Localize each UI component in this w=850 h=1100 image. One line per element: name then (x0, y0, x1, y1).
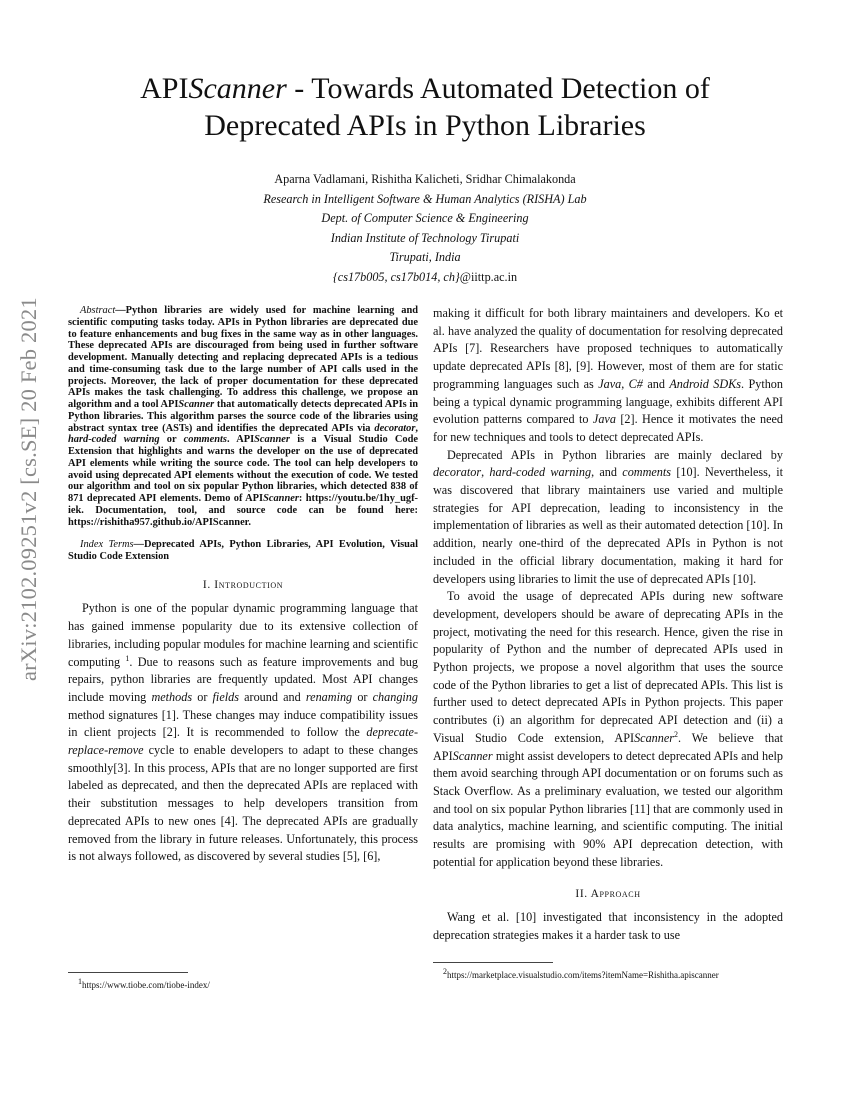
abstract-lead: Abstract (80, 305, 116, 316)
author-block (100, 170, 750, 287)
footnote-link[interactable]: https://www.tiobe.com/tiobe-index/ (82, 980, 210, 990)
emphasis: Java (592, 412, 616, 427)
right-column (433, 305, 783, 945)
body-text: cycle to enable developers to adapt to these changes smoothly[3]. In this process, APIs that are no longer supported are first labeled as deprecated, and then the deprecated APIs are replaced with their substitution messages to help developers transition from deprecated APIs to new ones [4]. The deprecated APIs are gradually removed from the library in future releases. Unfortunately, this process is not always followed, as discovered by several studies [5], [6], (68, 743, 418, 864)
author-lab: Research in Intelligent Software & Human Analytics (RISHA) Lab (263, 191, 587, 206)
abstract-text: . API (226, 434, 255, 446)
title-scanner: Scanner (188, 72, 287, 105)
abstract (68, 305, 418, 528)
author-institute: Indian Institute of Technology Tirupati (330, 230, 520, 245)
arxiv-identifier: arXiv:2102.09251v2 [cs.SE] 20 Feb 2021 (16, 297, 41, 682)
emphasis: hard-coded warning (489, 465, 592, 480)
emphasis: Scanner (634, 730, 674, 745)
author-email (100, 268, 750, 288)
abstract-text: or (159, 434, 184, 446)
body-text: To avoid the usage of deprecated APIs during new software development, developers should be aware of deprecating APIs in the project, motivating the need for this research. Hence, given the rise in popularity of Python and the number of deprecated APIs used in Python projects, we propose a novel algorithm that uses the source code of the Python libraries to get a list of deprecated APIs. This list is further used to detect deprecated APIs in Python projects. This paper contributes (i) an algorithm for deprecated API detection and (ii) a Visual Studio Code extension, API (433, 589, 783, 745)
emphasis: methods (151, 689, 193, 704)
abstract-text: : https://youtu.be/1hy_ugf-iek. Documentation, tool, and source code can be found here: https://rishitha957.github.io/APIScanner. (68, 493, 418, 528)
abstract-text: , (415, 422, 418, 434)
index-terms (68, 539, 418, 563)
emphasis: deprecate-replace-remove (68, 725, 418, 758)
paragraph (433, 588, 783, 871)
abstract-scanner: Scanner (263, 493, 299, 504)
approach-paragraph: Wang et al. [10] investigated that inconsistency in the adopted deprecation strategies makes it a harder task to use (433, 910, 783, 942)
section-heading-introduction: I. Introduction (202, 578, 284, 591)
footnote-number: 2 (443, 967, 447, 976)
left-column (68, 305, 418, 866)
footnote-marker: 1 (125, 653, 130, 663)
emphasis: changing (372, 689, 418, 704)
footnote-marker: 2 (674, 729, 678, 739)
section-heading-approach: II. Approach (575, 887, 641, 900)
footnote-1 (78, 977, 418, 991)
abstract-term: comments (183, 434, 227, 446)
body-text: making it difficult for both library maintainers and developers. Ko et al. have analyzed the quality of documentation for resolving deprecated APIs [7]. Researchers have proposed techniques to automatically update deprecated APIs [8], [9]. However, most of them are for static programming languages such as (433, 306, 783, 391)
body-text: , (621, 376, 629, 391)
title-api: API (140, 72, 189, 105)
body-text: Deprecated APIs in Python libraries are mainly declared by (447, 447, 783, 462)
body-text: , and (591, 465, 623, 480)
body-text: . Python being a typical dynamic programming language, exhibits different API evolution patterns compared to (433, 376, 783, 427)
abstract-term: hard-coded warning (68, 434, 160, 446)
footnote-2 (433, 967, 783, 981)
body-text: and (642, 376, 670, 391)
body-text: . Due to reasons such as feature improvements and bug repairs, python libraries are frequently updated. Most API changes include moving (68, 654, 418, 704)
abstract-term: decorator (374, 422, 416, 434)
body-text: might assist developers to detect deprecated APIs and help them avoid searching through API documentation or on forums such as Stack Overflow. As a preliminary evaluation, we tested our algorithm and tool on six popular Python libraries [11] that are commonly used in data analytics, machine learning, and scientific computing. The initial results are promising with 90% API deprecation detection, with potential for application beyond these libraries. (433, 748, 783, 869)
intro-paragraph (68, 600, 418, 866)
paragraph (433, 447, 783, 589)
title-rest: - Towards Automated Detection of (286, 72, 710, 105)
body-text: , (481, 465, 490, 480)
paragraph (433, 305, 783, 447)
emphasis: fields (212, 689, 239, 704)
paper-title (60, 70, 790, 144)
footnote-link[interactable]: https://marketplace.visualstudio.com/items?itemName=Rishitha.apiscanner (447, 970, 719, 980)
index-terms-lead: Index Terms (80, 539, 134, 551)
abstract-text: —Python libraries are widely used for machine learning and scientific computing tasks today. APIs in Python libraries are deprecated due to feature enhancements and bug fixes in the same way as in other languages. These deprecated APIs are discouraged from being used in further software development. Manually detecting and replacing deprecated APIs is a tedious and time-consuming task due to the large number of API calls used in the projects. Moreover, the lack of proper documentation for these deprecated APIs makes the task challenging. To address this challenge, we propose an algorithm and a tool API (68, 305, 418, 410)
body-text: . We believe that API (433, 730, 783, 763)
author-names: Aparna Vadlamani, Rishitha Kalicheti, Sridhar Chimalakonda (274, 172, 576, 186)
body-text: method signatures [1]. These changes may induce compatibility issues in client projects [2]. It is recommended to follow the (68, 707, 418, 740)
author-email-domain: @iittp.ac.in (459, 269, 518, 284)
body-text: [10]. Nevertheless, it was discovered that library maintainers use varied and multiple strategies for API deprecation, leading to inconsistency in the implementation of libraries as well as their automated detection [10]. In addition, nearly one-third of the deprecated APIs in Python is not included in the official library documentation, making it hard for developers using libraries to limit the use of deprecated APIs [10]. (433, 465, 783, 586)
footnote-rule (433, 962, 553, 963)
emphasis: Scanner (452, 748, 493, 763)
body-text: around and (238, 689, 306, 704)
body-text: or (192, 689, 213, 704)
abstract-text: that automatically detects deprecated APIs in Python libraries. This algorithm parses the source code of the libraries using abstract syntax tree (ASTs) and identifies the deprecated APIs via (68, 399, 419, 434)
footnote-rule (68, 972, 188, 973)
abstract-scanner: Scanner (254, 434, 290, 446)
abstract-scanner: Scanner (178, 399, 215, 410)
emphasis: Android SDKs (669, 376, 741, 391)
author-location: Tirupati, India (389, 250, 461, 264)
author-dept: Dept. of Computer Science & Engineering (321, 211, 529, 225)
body-text: [2]. Hence it motivates the need for new techniques and tools to detect deprecated APIs. (433, 412, 783, 444)
abstract-text: is a Visual Studio Code Extension that highlights and warns the developer on the use of deprecated API elements while writing the source code. The tool can help developers to avoid using deprecated API elements without the execution of code. We tested our algorithm and tool on six popular Python libraries, which detected 838 of 871 deprecated API elements. Demo of API (68, 434, 418, 504)
emphasis: C# (628, 376, 643, 391)
author-email-ids: {cs17b005, cs17b014, ch} (332, 269, 460, 284)
emphasis: comments (622, 465, 672, 480)
emphasis: decorator (433, 465, 482, 480)
index-terms-text: —Deprecated APIs, Python Libraries, API Evolution, Visual Studio Code Extension (68, 539, 418, 562)
title-line2: Deprecated APIs in Python Libraries (204, 109, 646, 142)
emphasis: renaming (305, 689, 353, 704)
body-text: Python is one of the popular dynamic programming language that has gained immense popularity due to its extensive collection of libraries, including popular modules for machine learning and scientific computing (68, 601, 418, 669)
body-text: or (352, 689, 373, 704)
footnote-number: 1 (78, 977, 82, 986)
emphasis: Java (598, 376, 622, 391)
